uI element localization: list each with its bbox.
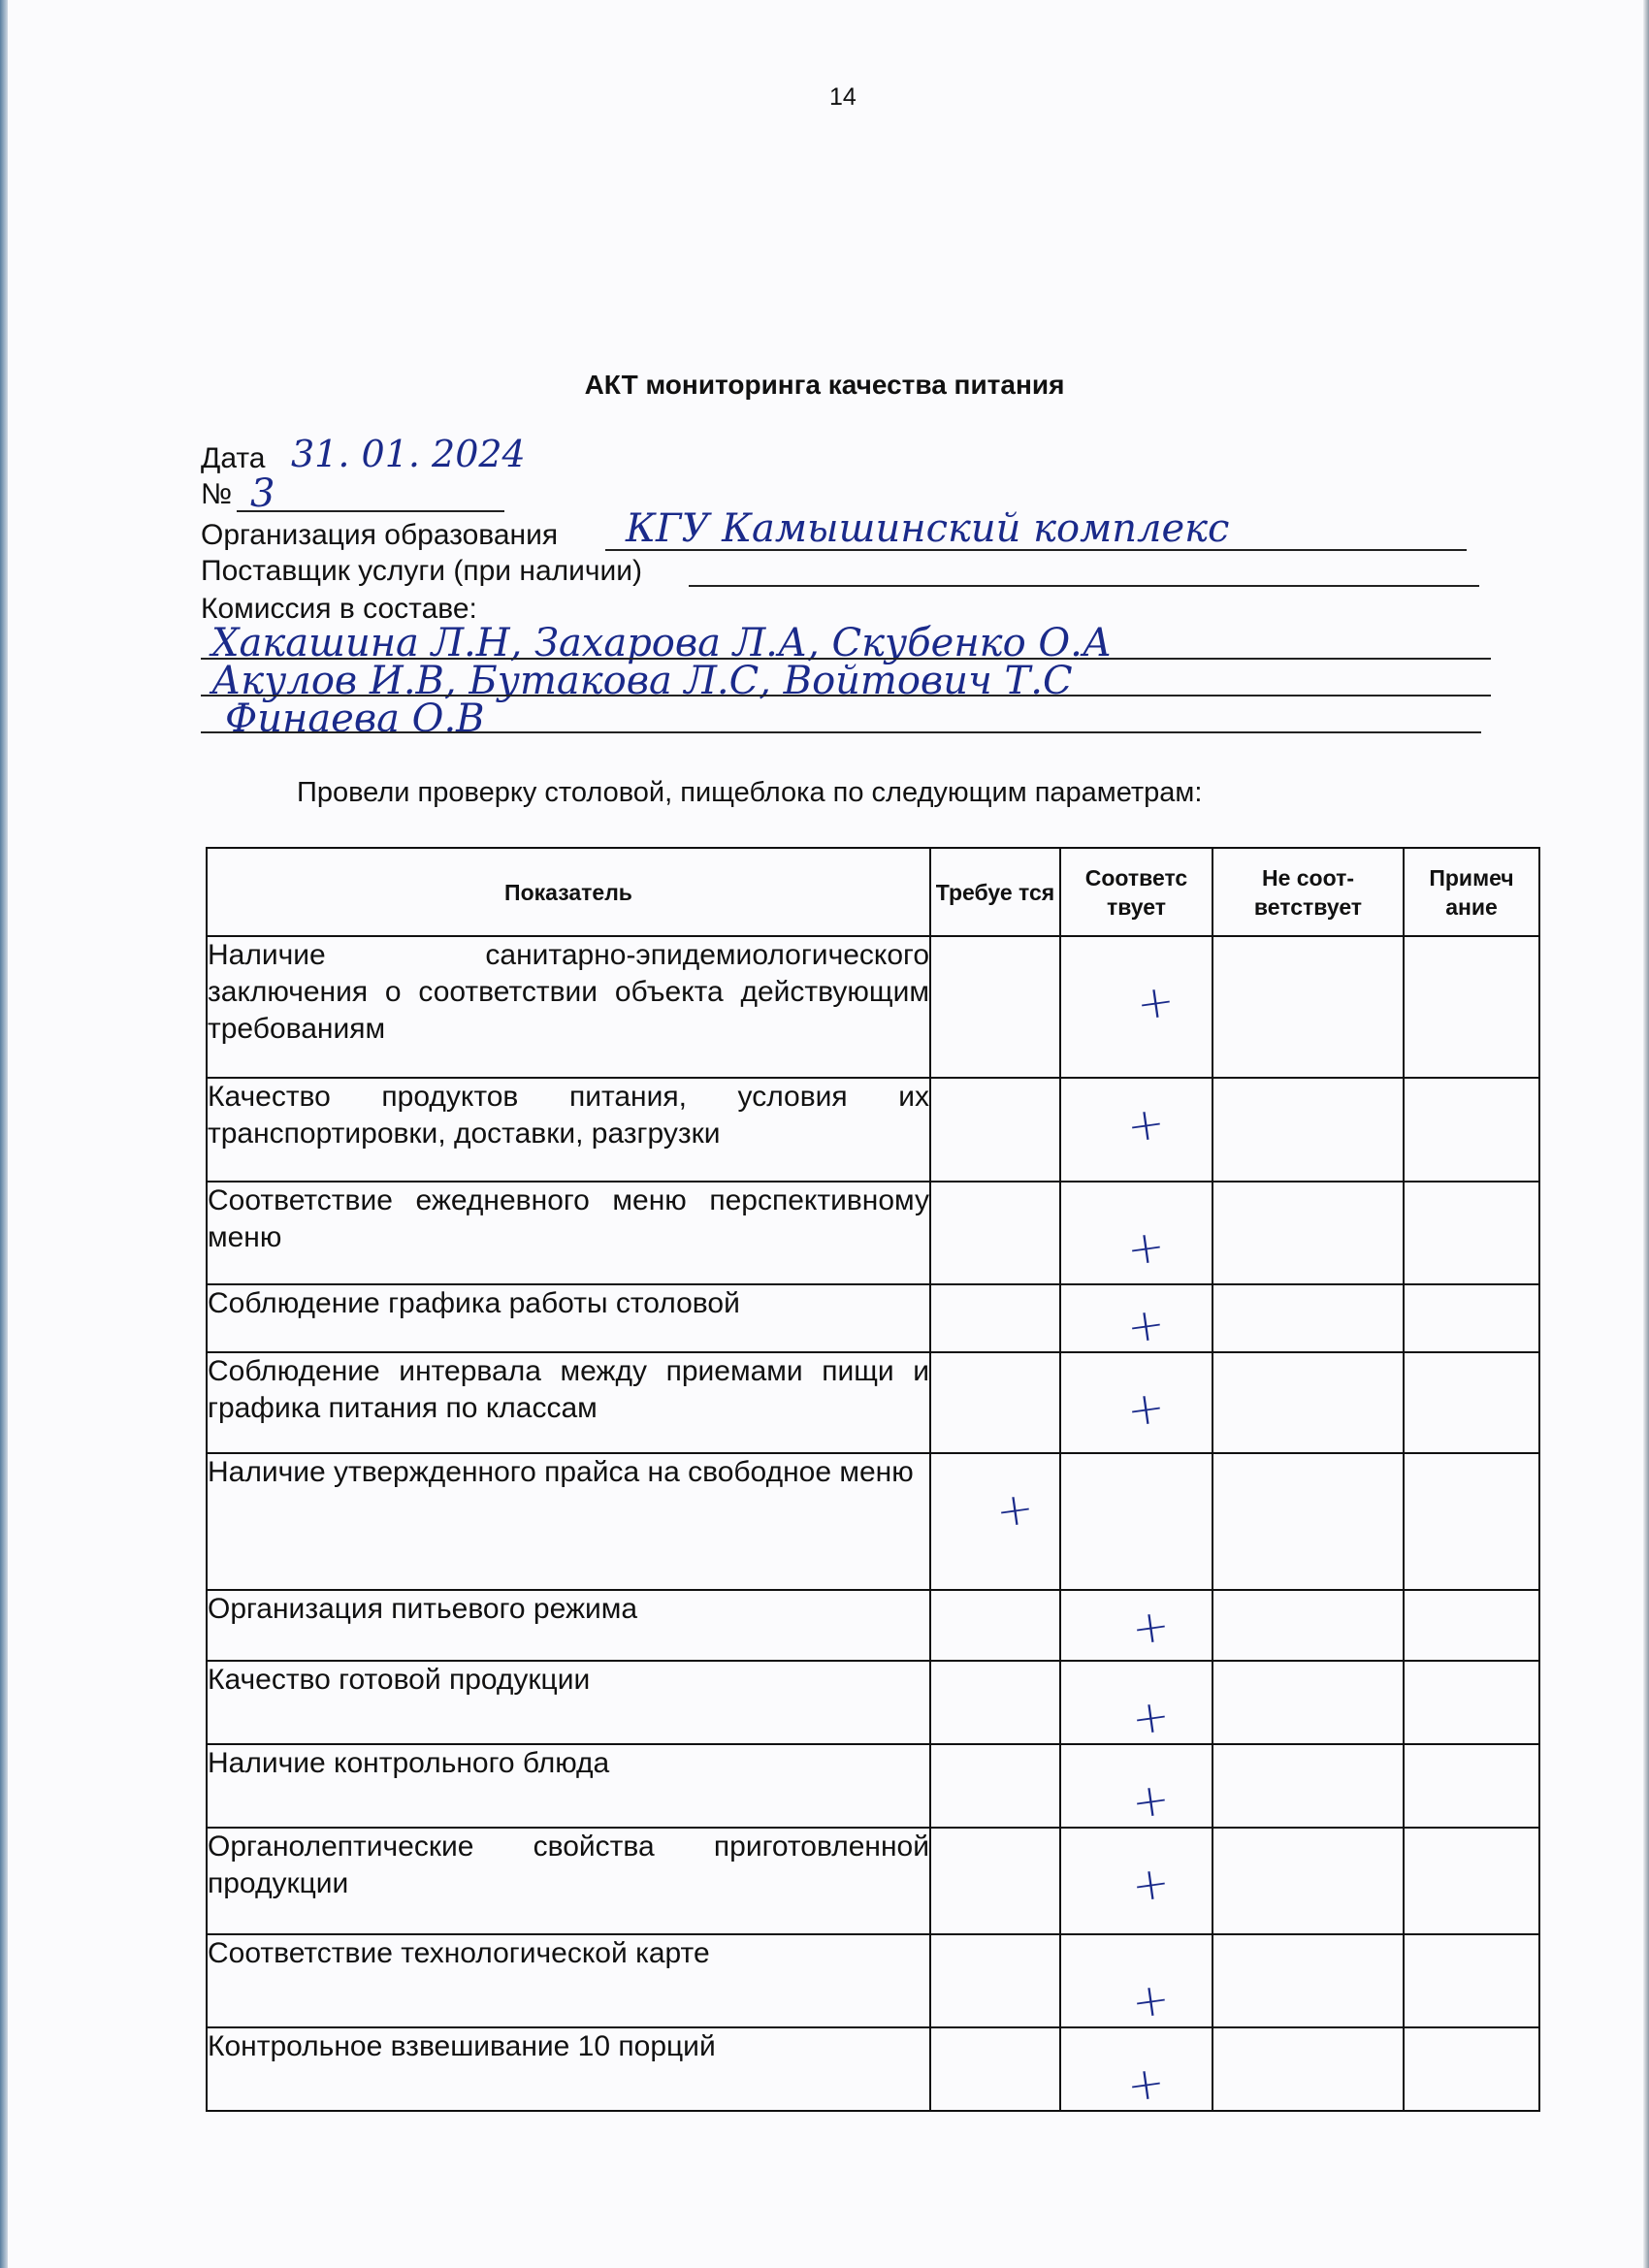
note-cell bbox=[1404, 1182, 1539, 1284]
complies-mark: + bbox=[1123, 2055, 1169, 2113]
complies-mark: + bbox=[1128, 1688, 1174, 1746]
indicator-cell: Органолептические свойства приготовленной продукции bbox=[207, 1828, 930, 1934]
indicator-cell: Соблюдение графика работы столовой bbox=[207, 1284, 930, 1352]
note-cell bbox=[1404, 1934, 1539, 2027]
number-field bbox=[201, 478, 232, 511]
page-edge-shadow bbox=[0, 0, 8, 2268]
not-complies-cell bbox=[1212, 1182, 1404, 1284]
indicator-cell: Соответствие технологической карте bbox=[207, 1934, 930, 2027]
required-mark: + bbox=[992, 1480, 1037, 1539]
not-complies-cell bbox=[1212, 2027, 1404, 2111]
date-value: 31. 01. 2024 bbox=[291, 433, 526, 475]
header-not-complies: Не соот- ветствует bbox=[1212, 848, 1404, 936]
table-row bbox=[207, 1182, 1539, 1284]
complies-cell bbox=[1060, 1661, 1212, 1744]
note-cell bbox=[1404, 1828, 1539, 1934]
complies-mark: + bbox=[1128, 1855, 1174, 1913]
required-cell bbox=[930, 1453, 1060, 1590]
organization-field bbox=[201, 519, 558, 552]
table-row bbox=[207, 936, 1539, 1078]
note-cell bbox=[1404, 936, 1539, 1078]
not-complies-cell bbox=[1212, 1661, 1404, 1744]
header-complies: Соответс твует bbox=[1060, 848, 1212, 936]
indicator-cell: Качество продуктов питания, условия их транспортировки, доставки, разгрузки bbox=[207, 1078, 930, 1182]
complies-cell bbox=[1060, 1744, 1212, 1828]
required-cell bbox=[930, 1590, 1060, 1661]
complies-cell bbox=[1060, 1182, 1212, 1284]
parameters-table bbox=[206, 847, 1540, 2112]
table-header-row bbox=[207, 848, 1539, 936]
complies-mark: + bbox=[1123, 1095, 1169, 1153]
complies-cell bbox=[1060, 1590, 1212, 1661]
required-cell bbox=[930, 2027, 1060, 2111]
commission-line-2: Акулов И.В, Бутакова Л.С, Войтович Т.С bbox=[211, 659, 1073, 703]
header-indicator: Показатель bbox=[207, 848, 930, 936]
complies-mark: + bbox=[1123, 1296, 1169, 1354]
required-cell bbox=[930, 1182, 1060, 1284]
complies-cell bbox=[1060, 1352, 1212, 1453]
note-cell bbox=[1404, 2027, 1539, 2111]
required-cell bbox=[930, 1934, 1060, 2027]
not-complies-cell bbox=[1212, 1453, 1404, 1590]
supplier-label: Поставщик услуги (при наличии) bbox=[201, 555, 643, 587]
number-value: 3 bbox=[250, 471, 275, 516]
not-complies-cell bbox=[1212, 1078, 1404, 1182]
document-title: АКТ мониторинга качества питания bbox=[584, 370, 1065, 400]
indicator-cell: Наличие утвержденного прайса на свободное меню bbox=[207, 1453, 930, 1590]
indicator-cell: Контрольное взвешивание 10 порций bbox=[207, 2027, 930, 2111]
not-complies-cell bbox=[1212, 1828, 1404, 1934]
table-row bbox=[207, 1284, 1539, 1352]
table-row bbox=[207, 1352, 1539, 1453]
indicator-cell: Организация питьевого режима bbox=[207, 1590, 930, 1661]
commission-line-3: Финаева О.В bbox=[225, 697, 485, 741]
complies-mark: + bbox=[1128, 1598, 1174, 1656]
required-cell bbox=[930, 1828, 1060, 1934]
table-row bbox=[207, 1744, 1539, 1828]
note-cell bbox=[1404, 1744, 1539, 1828]
indicator-cell: Наличие контрольного блюда bbox=[207, 1744, 930, 1828]
required-cell bbox=[930, 1078, 1060, 1182]
table-row bbox=[207, 1078, 1539, 1182]
note-cell bbox=[1404, 1590, 1539, 1661]
table-row bbox=[207, 1934, 1539, 2027]
complies-mark: + bbox=[1128, 1771, 1174, 1830]
note-cell bbox=[1404, 1661, 1539, 1744]
table-row bbox=[207, 2027, 1539, 2111]
complies-cell bbox=[1060, 1828, 1212, 1934]
not-complies-cell bbox=[1212, 936, 1404, 1078]
supplier-field bbox=[201, 555, 642, 588]
commission-underline-3 bbox=[201, 731, 1481, 733]
supplier-underline bbox=[689, 585, 1479, 587]
indicator-cell: Наличие санитарно-эпидемиологического заключения о соответствии объекта действующим требованиям bbox=[207, 936, 930, 1078]
complies-mark: + bbox=[1123, 1379, 1169, 1438]
note-cell bbox=[1404, 1284, 1539, 1352]
complies-mark: + bbox=[1128, 1971, 1174, 2029]
page-right-edge bbox=[1643, 0, 1649, 2268]
number-underline bbox=[237, 510, 504, 512]
table-body bbox=[207, 936, 1539, 2111]
complies-mark: + bbox=[1133, 973, 1179, 1031]
complies-cell bbox=[1060, 936, 1212, 1078]
organization-label: Организация образования bbox=[201, 519, 559, 551]
table-row bbox=[207, 1828, 1539, 1934]
complies-cell bbox=[1060, 1284, 1212, 1352]
complies-cell bbox=[1060, 1453, 1212, 1590]
not-complies-cell bbox=[1212, 1590, 1404, 1661]
indicator-cell: Соблюдение интервала между приемами пищи и графика питания по классам bbox=[207, 1352, 930, 1453]
complies-cell bbox=[1060, 2027, 1212, 2111]
number-label: № bbox=[201, 478, 233, 510]
complies-cell bbox=[1060, 1078, 1212, 1182]
table-row bbox=[207, 1453, 1539, 1590]
commission-line-1: Хакашина Л.Н, Захарова Л.А, Скубенко О.А bbox=[211, 621, 1113, 665]
not-complies-cell bbox=[1212, 1284, 1404, 1352]
required-cell bbox=[930, 1352, 1060, 1453]
date-label: Дата bbox=[201, 442, 266, 474]
commission-label: Комиссия в составе: bbox=[201, 593, 477, 625]
indicator-cell: Соответствие ежедневного меню перспективному меню bbox=[207, 1182, 930, 1284]
header-note: Примеч ание bbox=[1404, 848, 1539, 936]
page-number: 14 bbox=[829, 83, 857, 111]
indicator-cell: Качество готовой продукции bbox=[207, 1661, 930, 1744]
complies-cell bbox=[1060, 1934, 1212, 2027]
not-complies-cell bbox=[1212, 1934, 1404, 2027]
complies-mark: + bbox=[1123, 1218, 1169, 1277]
date-field bbox=[201, 442, 265, 475]
intro-text: Провели проверку столовой, пищеблока по следующим параметрам: bbox=[297, 777, 1203, 808]
header-required: Требуе тся bbox=[930, 848, 1060, 936]
required-cell bbox=[930, 1661, 1060, 1744]
required-cell bbox=[930, 1284, 1060, 1352]
table-row bbox=[207, 1661, 1539, 1744]
note-cell bbox=[1404, 1453, 1539, 1590]
not-complies-cell bbox=[1212, 1744, 1404, 1828]
note-cell bbox=[1404, 1352, 1539, 1453]
note-cell bbox=[1404, 1078, 1539, 1182]
table-row bbox=[207, 1590, 1539, 1661]
required-cell bbox=[930, 936, 1060, 1078]
organization-value: КГУ Камышинский комплекс bbox=[626, 506, 1230, 551]
not-complies-cell bbox=[1212, 1352, 1404, 1453]
required-cell bbox=[930, 1744, 1060, 1828]
